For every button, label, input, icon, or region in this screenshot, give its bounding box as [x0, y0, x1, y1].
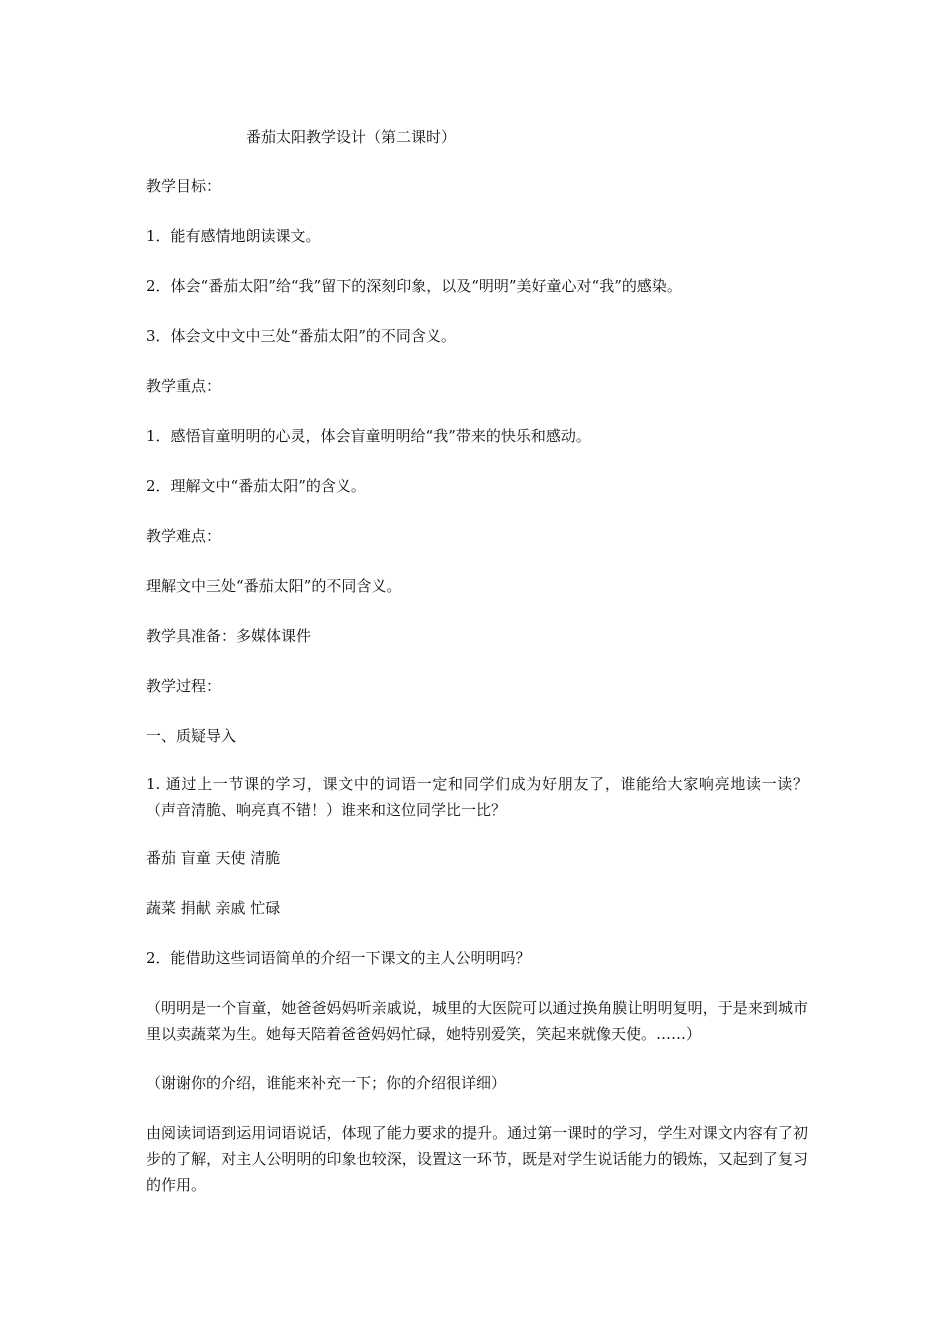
teacher-response-text: （谢谢你的介绍，谁能来补充一下；你的介绍很详细） — [146, 1074, 507, 1092]
word-list-row-1: 番茄 盲童 天使 清脆 — [146, 849, 281, 867]
sample-answer-text: （明明是一个盲童，她爸爸妈妈听亲戚说，城里的大医院可以通过换角膜让明明复明，于是来到城市里以卖蔬菜为生。她每天陪着爸爸妈妈忙碌，她特别爱笑，笑起来就像天使。……） — [146, 999, 808, 1043]
difficulty-text: 理解文中三处“番茄太阳”的不同含义。 — [146, 577, 402, 595]
key-point-2: 2．理解文中“番茄太阳”的含义。 — [146, 477, 366, 495]
design-note-text: 由阅读词语到运用词语说话，体现了能力要求的提升。通过第一课时的学习，学生对课文内容有了初步的了解，对主人公明明的印象也较深，设置这一环节，既是对学生说话能力的锻炼，又起到了复习的作用。 — [146, 1124, 808, 1194]
goal-item-2: 2．体会“番茄太阳”给“我”留下的深刻印象，以及“明明”美好童心对“我”的感染。 — [146, 277, 682, 295]
step-2-text: 2．能借助这些词语简单的介绍一下课文的主人公明明吗？ — [146, 949, 531, 967]
step-1-text: 1. 通过上一节课的学习，课文中的词语一定和同学们成为好朋友了，谁能给大家响亮地读一读？（声音清脆、响亮真不错！）谁来和这位同学比一比？ — [146, 775, 808, 819]
heading-process: 教学过程： — [146, 677, 222, 695]
heading-teaching-goals: 教学目标： — [146, 177, 222, 195]
document-title: 番茄太阳教学设计（第二课时） — [246, 128, 457, 146]
goal-item-3: 3．体会文中文中三处“番茄太阳”的不同含义。 — [146, 327, 456, 345]
key-point-1: 1．感悟盲童明明的心灵，体会盲童明明给“我”带来的快乐和感动。 — [146, 427, 591, 445]
goal-item-1: 1．能有感情地朗读课文。 — [146, 227, 321, 245]
word-list-row-2: 蔬菜 捐献 亲戚 忙碌 — [146, 899, 281, 917]
materials-text: 教学具准备：多媒体课件 — [146, 627, 312, 645]
heading-difficulties: 教学难点： — [146, 527, 222, 545]
section-one-heading: 一、质疑导入 — [146, 727, 237, 745]
heading-key-points: 教学重点： — [146, 377, 222, 395]
